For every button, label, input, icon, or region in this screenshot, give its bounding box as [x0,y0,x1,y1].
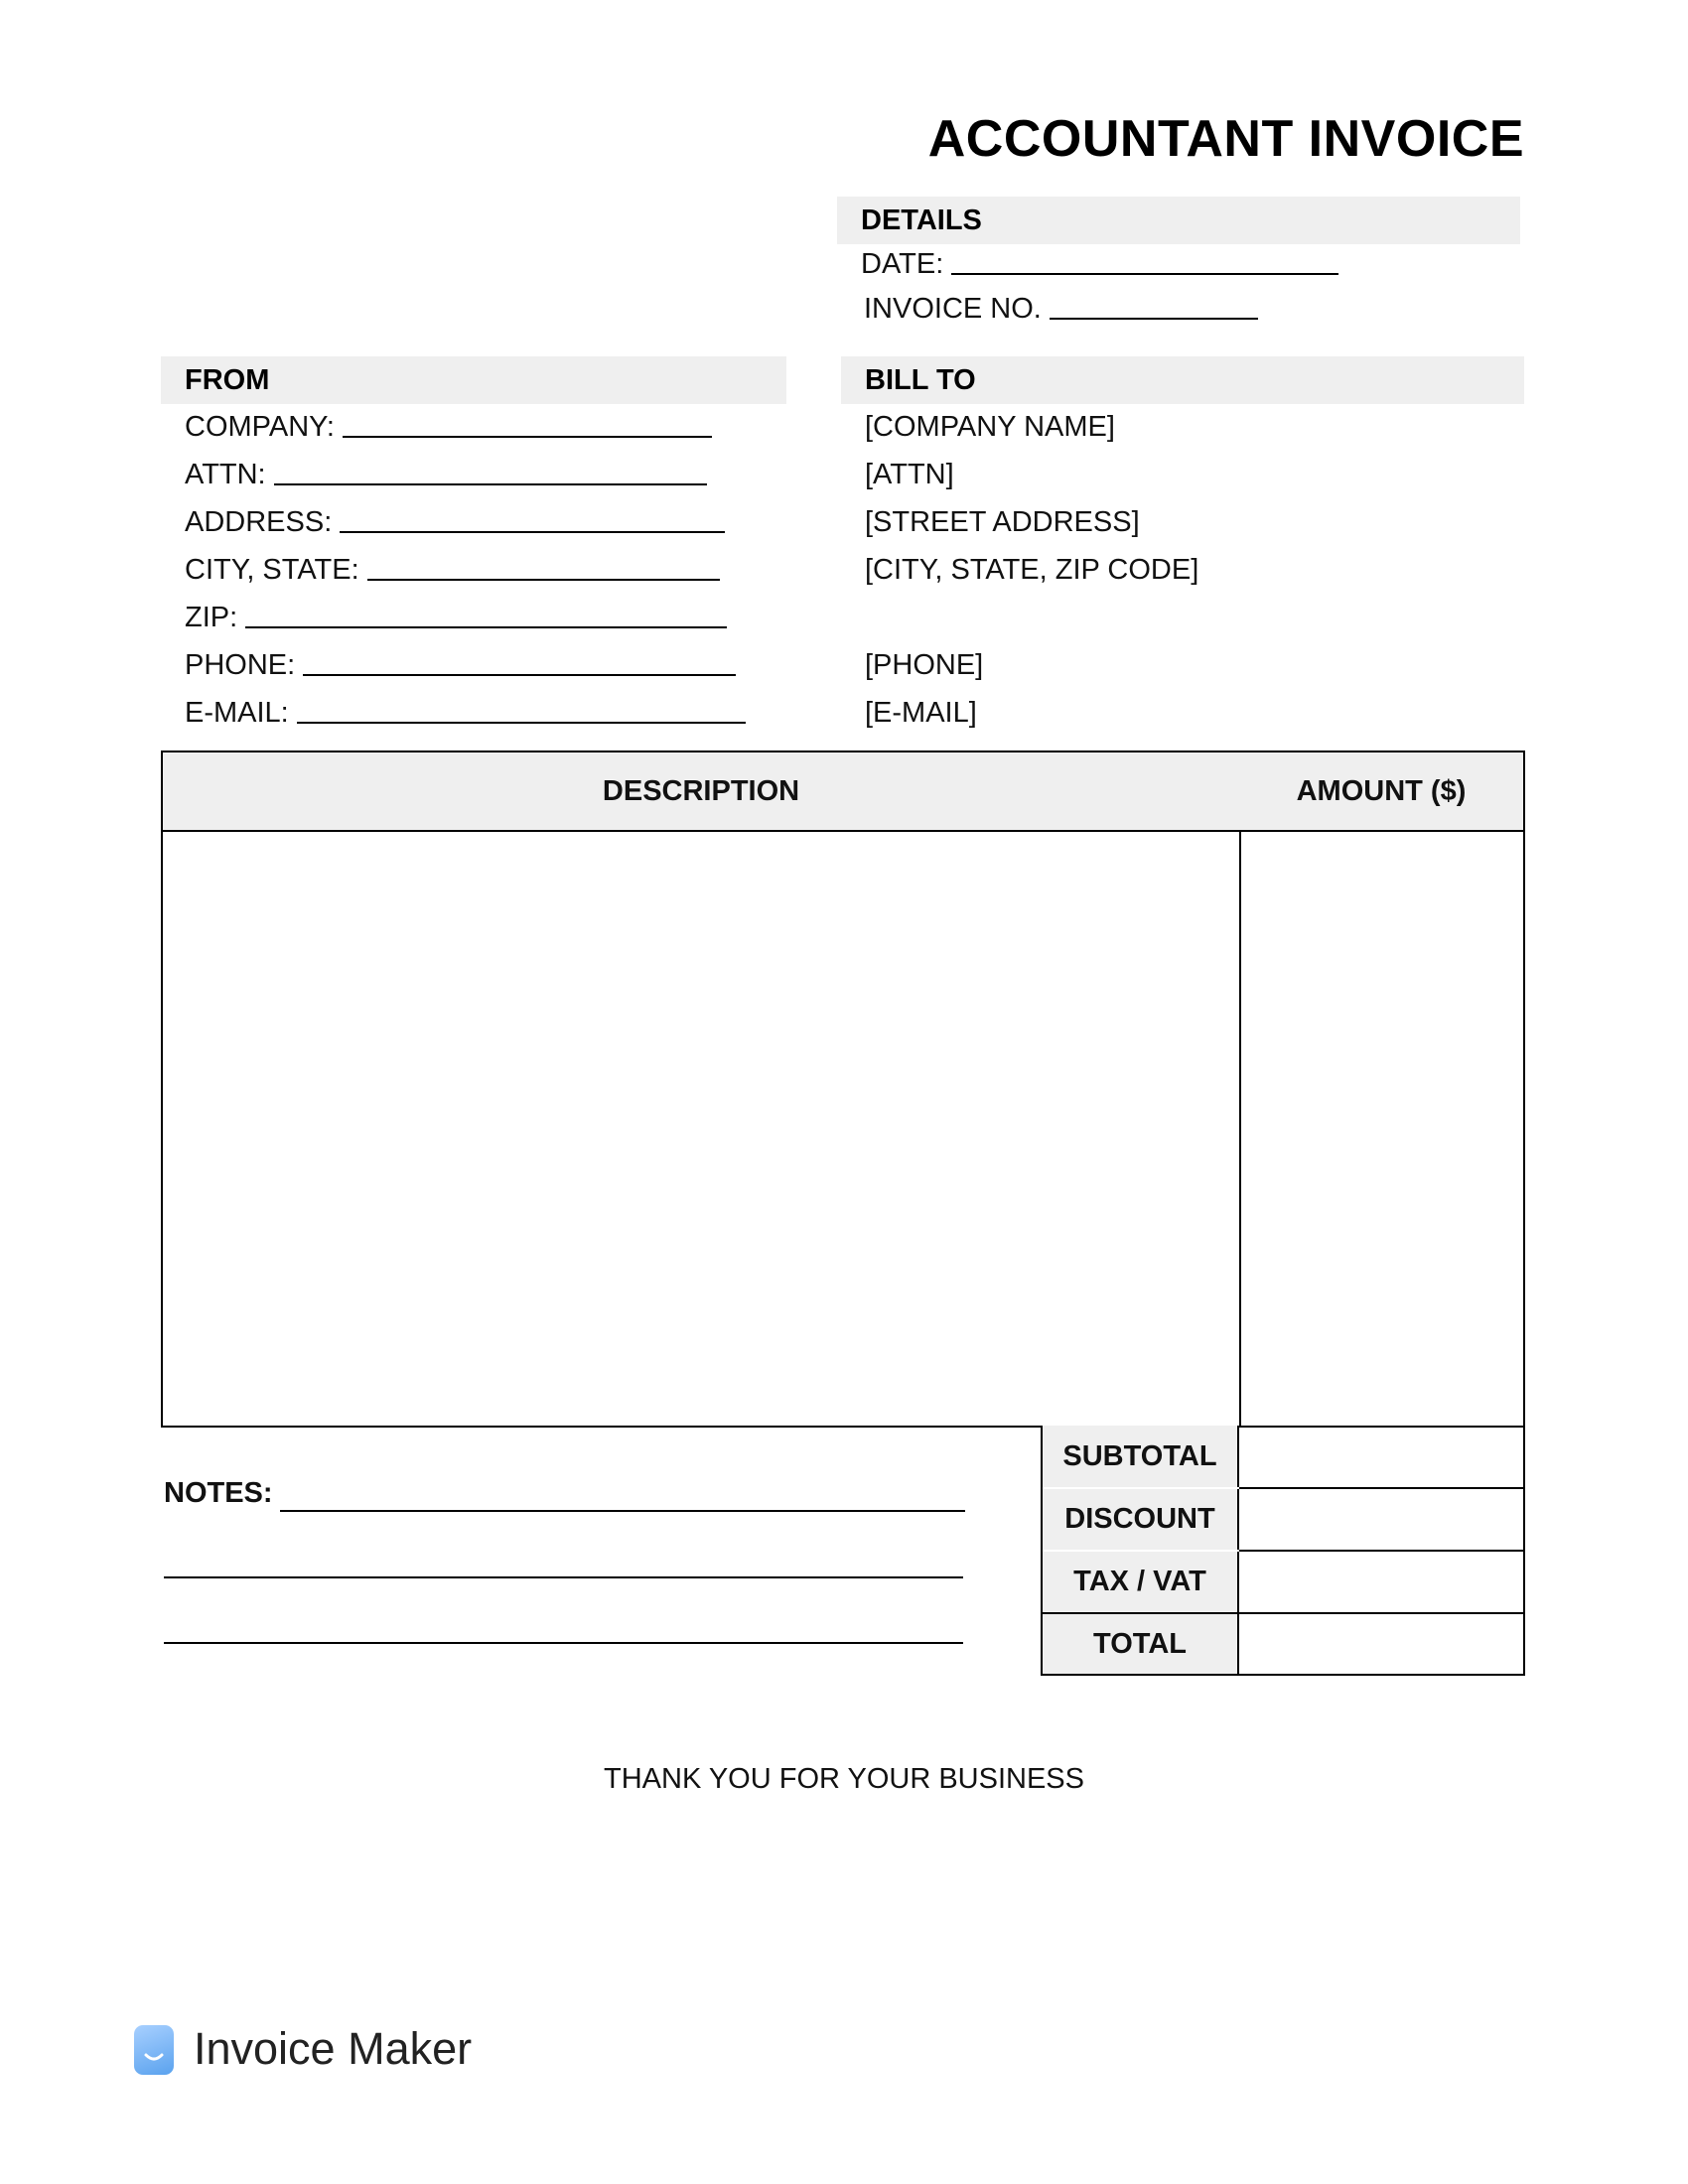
from-address-line[interactable] [340,530,725,533]
from-zip-line[interactable] [245,625,727,628]
from-phone-field[interactable] [185,649,736,682]
subtotal-row [1043,1426,1523,1487]
total-value[interactable] [1239,1614,1523,1674]
totals-table [1041,1426,1525,1676]
bill-to-heading: BILL TO [841,356,1524,404]
bill-to-company-name[interactable]: [COMPANY NAME] [865,411,1115,443]
tax-row [1043,1552,1523,1612]
from-company-line[interactable] [343,435,712,438]
from-zip-field[interactable] [185,602,727,634]
from-email-field[interactable] [185,697,746,730]
total-label: TOTAL [1043,1614,1239,1674]
notes-label: NOTES: [164,1477,273,1509]
amount-cell[interactable] [1241,830,1523,1426]
from-city-state-label: CITY, STATE: [185,554,359,586]
subtotal-label: SUBTOTAL [1043,1426,1239,1487]
bill-to-phone[interactable]: [PHONE] [865,649,984,681]
from-company-field[interactable] [185,411,712,444]
from-heading: FROM [161,356,786,404]
bill-to-city-state-zip[interactable]: [CITY, STATE, ZIP CODE] [865,554,1199,586]
invoice-maker-logo-text: Invoice Maker [194,2023,473,2074]
discount-label: DISCOUNT [1043,1489,1239,1550]
date-label: DATE: [861,248,944,280]
items-table-header [163,752,1523,832]
total-row [1043,1614,1523,1674]
amount-header: AMOUNT ($) [1296,774,1467,807]
invoice-no-line[interactable] [1050,317,1258,320]
notes-line[interactable] [164,1641,963,1644]
discount-value[interactable] [1239,1489,1523,1550]
tax-label: TAX / VAT [1043,1552,1239,1612]
from-city-state-field[interactable] [185,554,720,587]
from-city-state-line[interactable] [367,578,720,581]
discount-row [1043,1489,1523,1550]
from-company-label: COMPANY: [185,411,335,443]
from-zip-label: ZIP: [185,602,238,633]
from-email-label: E-MAIL: [185,697,289,729]
from-attn-label: ATTN: [185,459,266,490]
description-cell[interactable] [163,830,1239,1426]
notes-line[interactable] [280,1509,965,1512]
bill-to-attn[interactable]: [ATTN] [865,459,954,490]
invoice-no-label: INVOICE NO. [864,293,1042,325]
date-line[interactable] [951,272,1338,275]
date-field[interactable] [861,248,1338,281]
from-address-label: ADDRESS: [185,506,333,538]
invoice-maker-logo-icon [134,2025,174,2075]
tax-value[interactable] [1239,1552,1523,1612]
from-address-field[interactable] [185,506,725,539]
details-heading: DETAILS [837,197,1520,244]
from-attn-field[interactable] [185,459,707,491]
bill-to-email[interactable]: [E-MAIL] [865,697,977,729]
thank-you-message: THANK YOU FOR YOUR BUSINESS [604,1763,1084,1795]
invoice-title: ACCOUNTANT INVOICE [927,110,1524,168]
from-attn-line[interactable] [274,482,707,485]
notes-line[interactable] [164,1575,963,1578]
from-email-line[interactable] [297,721,746,724]
from-phone-line[interactable] [303,673,736,676]
subtotal-value[interactable] [1239,1426,1523,1487]
from-phone-label: PHONE: [185,649,296,681]
invoice-no-field[interactable] [864,293,1258,326]
description-header: DESCRIPTION [602,774,800,807]
bill-to-street-address[interactable]: [STREET ADDRESS] [865,506,1140,538]
items-table [161,751,1525,1428]
